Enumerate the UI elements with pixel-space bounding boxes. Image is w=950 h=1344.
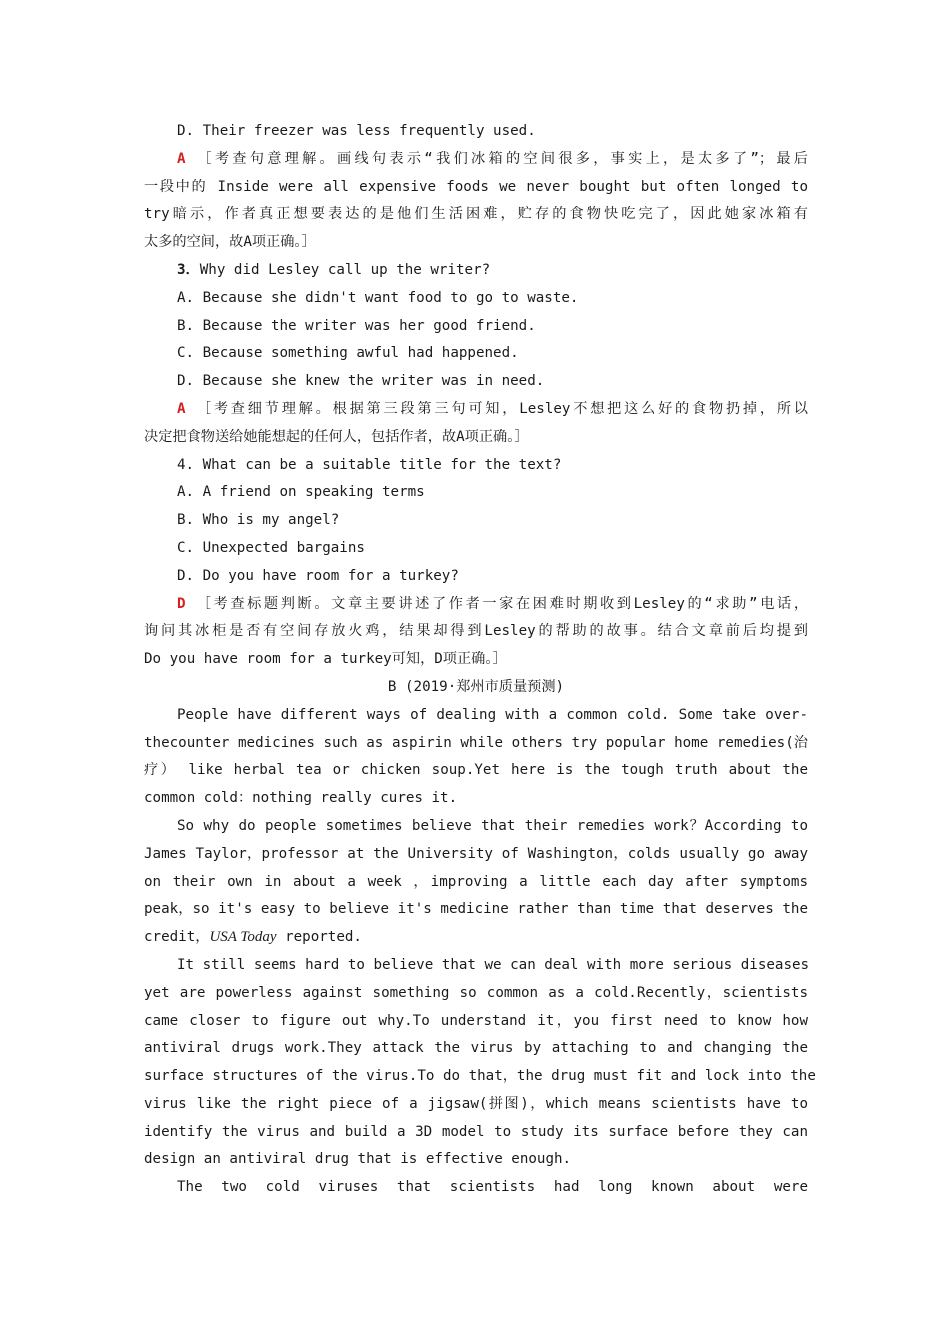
passage-line: 疗） like herbal tea or chicken soup.Yet here is the tough truth about the	[144, 762, 808, 779]
q3-option: A. Because she didn't want food to go to waste.	[177, 289, 579, 306]
passage-line: peak，so it's easy to believe it's medicine rather than time that deserves the	[144, 901, 808, 918]
q4-option: D. Do you have room for a turkey?	[177, 567, 459, 584]
q4-option: C. Unexpected bargains	[177, 539, 365, 556]
passage-line: thecounter medicines such as aspirin while others try popular home remedies(治	[144, 734, 808, 751]
q2-answer: A	[177, 150, 186, 167]
q4-explanation-line: 询问其冰柜是否有空间存放火鸡，结果却得到Lesley的帮助的故事。结合文章前后均提到	[144, 623, 808, 640]
q3-answer: A	[177, 400, 186, 417]
q3-option: B. Because the writer was her good friend.	[177, 317, 536, 334]
q3-option: C. Because something awful had happened.	[177, 345, 519, 362]
passage-line: The two cold viruses that scientists had long known about were	[177, 1179, 808, 1196]
q3-question: 3．Why did Lesley call up the writer?	[177, 261, 491, 278]
passage-line: It still seems hard to believe that we can deal with more serious diseases	[177, 956, 810, 973]
q3-option: D. Because she knew the writer was in need.	[177, 373, 545, 390]
q4-option: A. A friend on speaking terms	[177, 484, 425, 501]
q3-explanation-line: 决定把食物送给她能想起的任何人，包括作者，故A项正确。］	[144, 428, 529, 445]
q2-explanation-line: 一段中的 Inside were all expensive foods we never bought but often longed to	[144, 178, 808, 195]
passage-line: antiviral drugs work.They attack the virus by attaching to and changing the	[144, 1040, 808, 1057]
passage-line: So why do people sometimes believe that their remedies work？According to	[177, 817, 808, 834]
q4-explanation-line: D ［考查标题判断。文章主要讲述了作者一家在困难时期收到Lesley的“求助”电话，	[177, 595, 809, 612]
passage-line: virus like the right piece of a jigsaw(拼图)，which means scientists have to	[144, 1095, 808, 1112]
q4-answer: D	[177, 595, 186, 612]
passage-line: on their own in about a week ，improving a little each day after symptoms	[144, 873, 808, 890]
passage-line: surface structures of the virus.To do that，the drug must fit and lock into the	[144, 1068, 816, 1085]
passage-line: common cold：nothing really cures it.	[144, 790, 458, 807]
q3-explanation-line: A ［考查细节理解。根据第三段第三句可知，Lesley不想把这么好的食物扔掉，所以	[177, 400, 808, 417]
passage-line: yet are powerless against something so common as a cold.Recently，scientists	[144, 984, 808, 1001]
passage-line: came closer to figure out why.To understand it，you first need to know how	[144, 1012, 808, 1029]
passage-line: People have different ways of dealing with a common cold. Some take over-	[177, 706, 808, 723]
publication-name: USA Today	[209, 929, 277, 946]
q3-number: 3．	[177, 261, 200, 278]
q4-question: 4. What can be a suitable title for the text?	[177, 456, 562, 473]
q2-explanation-line: A ［考查句意理解。画线句表示“我们冰箱的空间很多，事实上，是太多了”；最后	[177, 150, 808, 167]
section-heading: B (2019·郑州市质量预测)	[387, 678, 565, 695]
passage-line: design an antiviral drug that is effective enough.	[144, 1151, 572, 1168]
q2-option-d: D. Their freezer was less frequently used.	[177, 123, 536, 139]
q4-explanation-line: Do you have room for a turkey可知，D项正确。］	[144, 651, 507, 668]
passage-line: James Taylor，professor at the University of Washington，colds usually go away	[144, 845, 808, 862]
passage-line: credit，USA Today reported.	[144, 929, 362, 946]
q2-explanation-line: 太多的空间，故A项正确。］	[144, 234, 316, 251]
passage-line: identify the virus and build a 3D model to study its surface before they can	[144, 1123, 808, 1140]
q2-explanation-line: try暗示，作者真正想要表达的是他们生活困难，贮存的食物快吃完了，因此她家冰箱有	[144, 206, 808, 223]
q4-option: B. Who is my angel?	[177, 512, 340, 529]
document-page	[144, 118, 816, 1202]
